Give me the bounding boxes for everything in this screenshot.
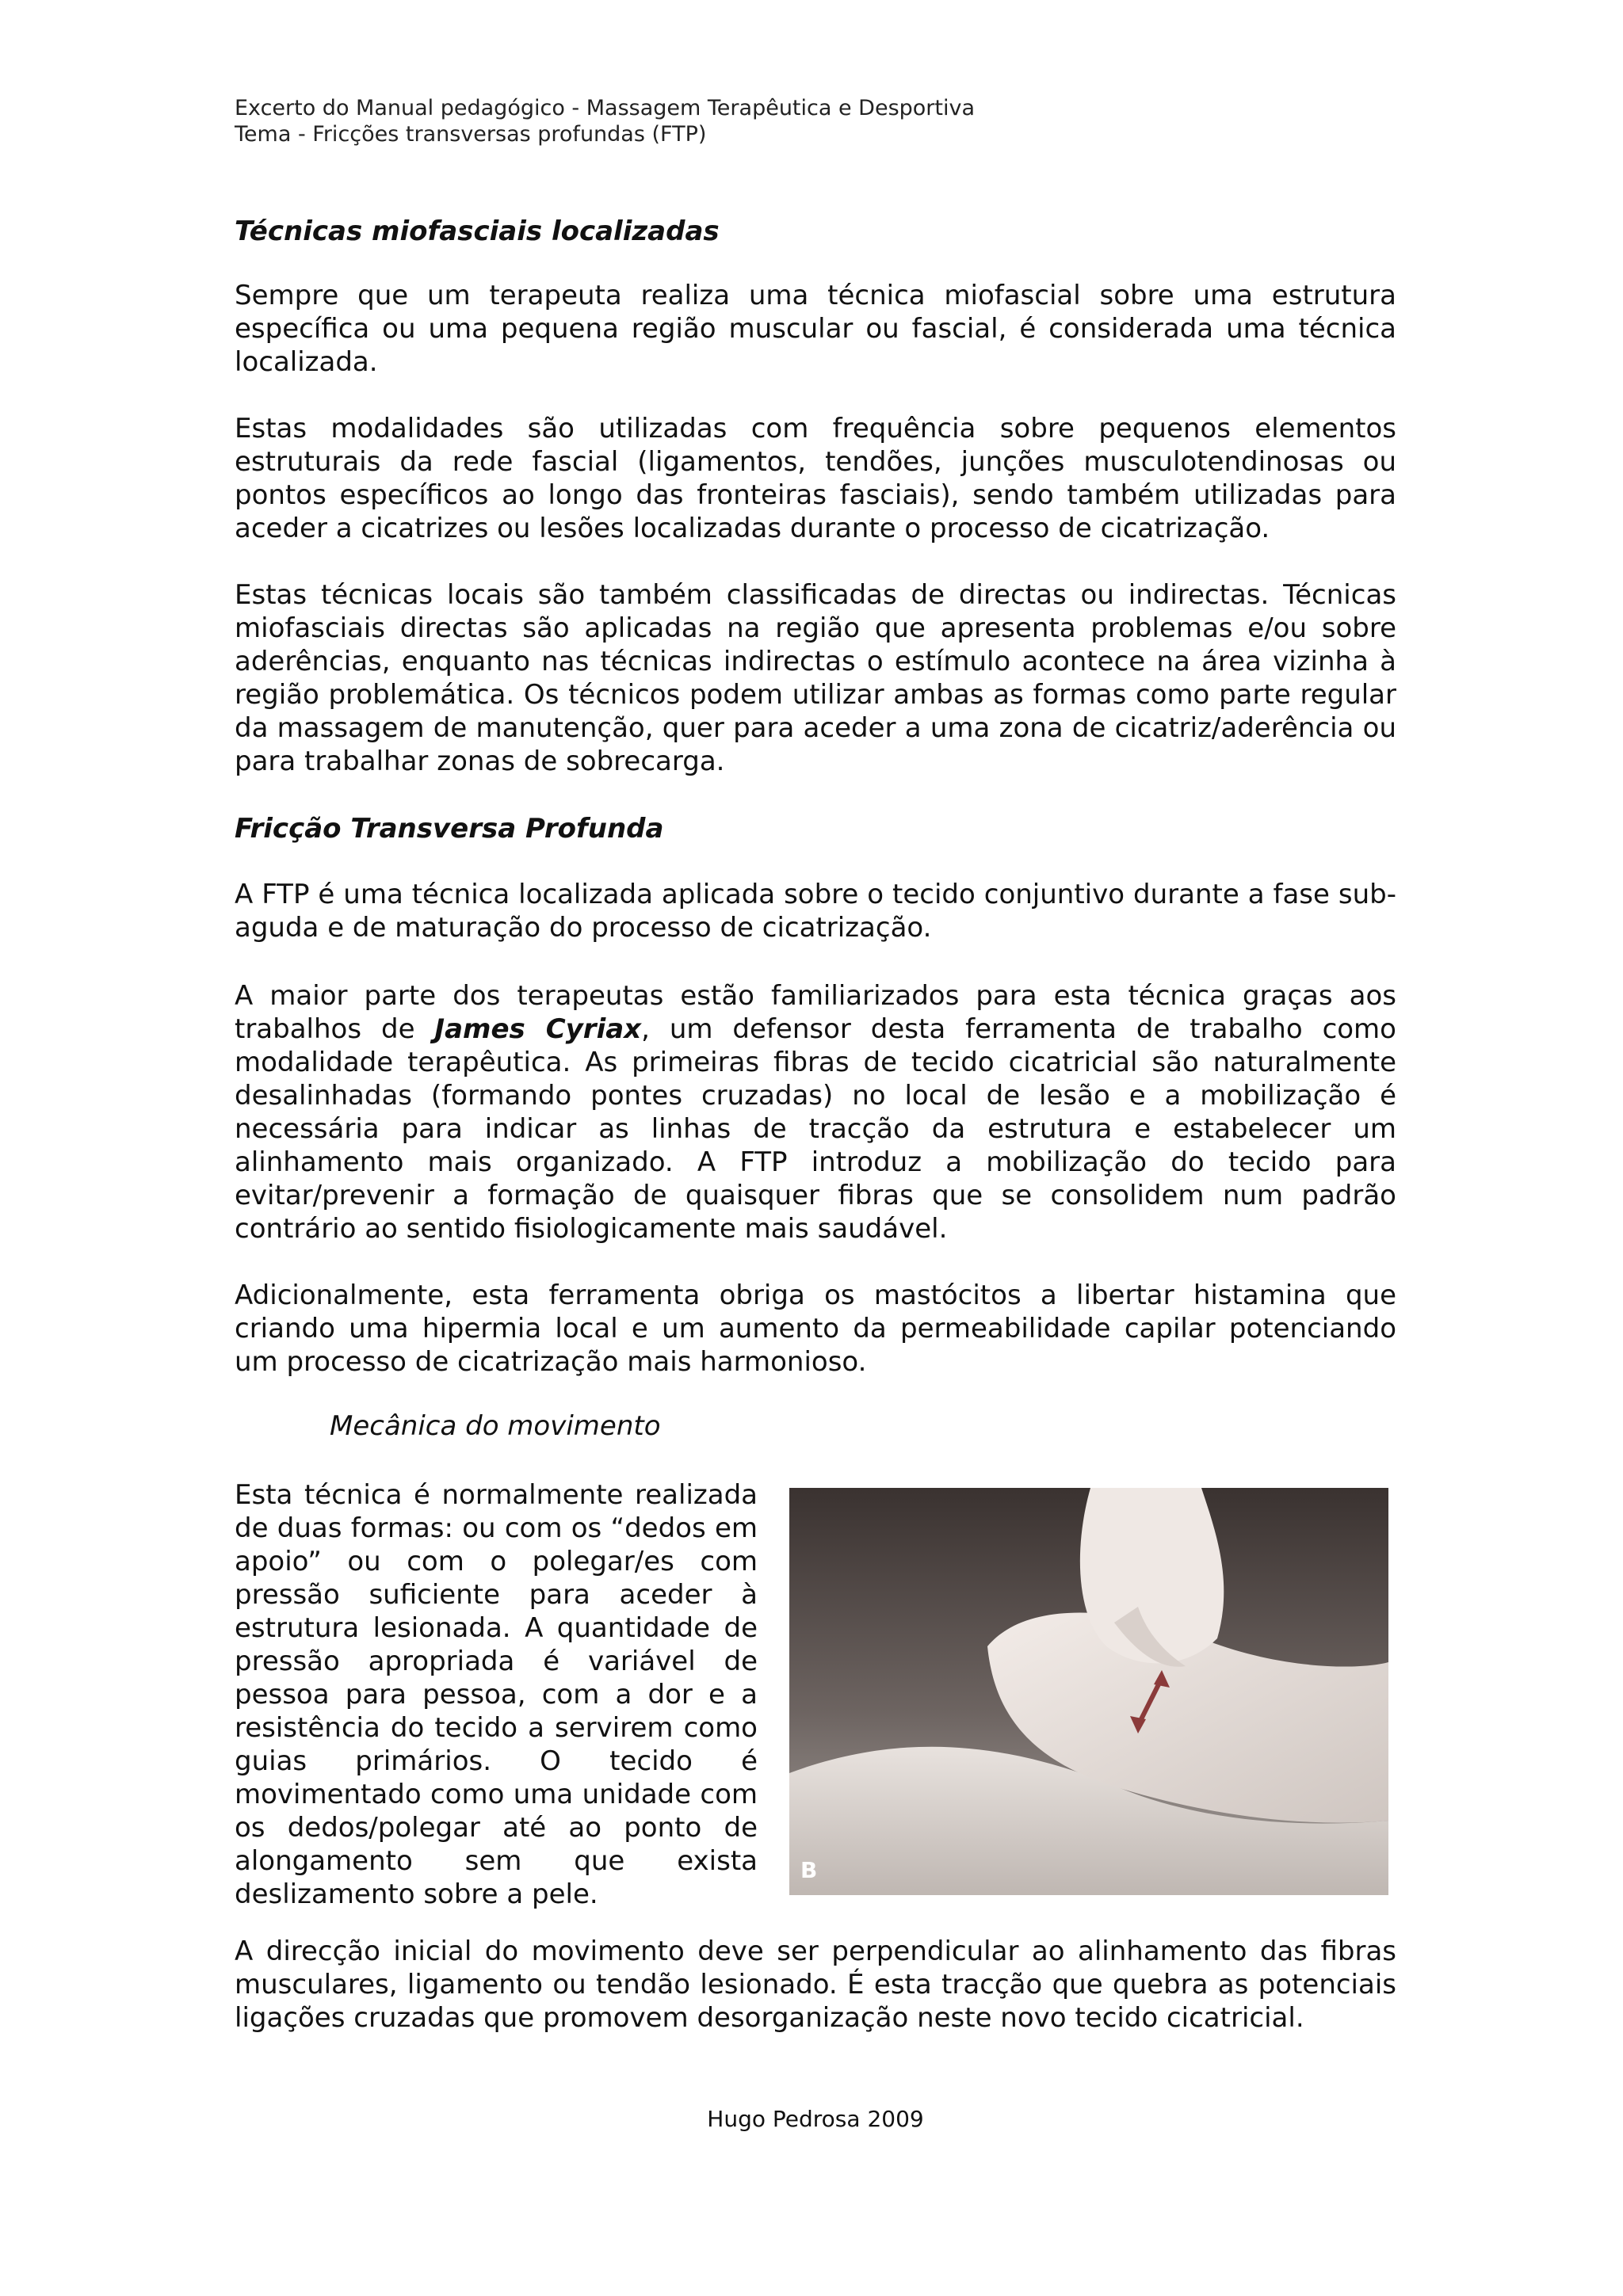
paragraph-8: A direcção inicial do movimento deve ser perpendicular ao alinhamento das fibras musculares, ligamento ou tendão lesionado. É esta tracção que quebra as potenciais ligações cruzadas que promovem desorganização neste novo tecido cicatricial. <box>235 1936 1396 2034</box>
page-footer: Hugo Pedrosa 2009 <box>707 2106 924 2132</box>
author-name: James Cyriax <box>434 1013 642 1045</box>
paragraph-6: Adicionalmente, esta ferramenta obriga os mastócitos a libertar histamina que criando uma hipermia local e um aumento da permeabilidade capilar potenciando um processo de cicatrização mais harmonioso. <box>235 1280 1396 1378</box>
header-line-2: Tema - Fricções transversas profundas (FTP) <box>235 122 707 147</box>
paragraph-5-end: , um defensor desta ferramenta de trabalho como modalidade terapêutica. As primeiras fibras de tecido cicatricial são naturalmente desalinhadas (formando pontes cruzadas) no local de lesão e a mobilização é necessária para indicar as linhas de tracção da estrutura e estabelecer um alinhamento mais organizado. A FTP introduz a mobilização do tecido para evitar/prevenir a formação de quaisquer fibras que se consolidem num padrão contrário ao sentido fisiologicamente mais saudável. <box>235 1013 1396 1245</box>
paragraph-2: Estas modalidades são utilizadas com frequência sobre pequenos elementos estruturais da rede fascial (ligamentos, tendões, junções musculotendinosas ou pontos específicos ao longo das fronteiras fasciais), sendo também utilizadas para aceder a cicatrizes ou lesões localizadas durante o processo de cicatrização. <box>235 413 1396 544</box>
subsection-title: Mecânica do movimento <box>330 1410 661 1442</box>
paragraph-4: A FTP é uma técnica localizada aplicada sobre o tecido conjuntivo durante a fase sub-aguda e de maturação do processo de cicatrização. <box>235 879 1396 944</box>
photo-illustration <box>789 1488 1388 1895</box>
massage-photo <box>789 1488 1388 1895</box>
paragraph-1: Sempre que um terapeuta realiza uma técnica miofascial sobre uma estrutura específica ou uma pequena região muscular ou fascial, é considerada uma técnica localizada. <box>235 280 1396 378</box>
page-header <box>235 95 975 147</box>
header-line-1: Excerto do Manual pedagógico - Massagem Terapêutica e Desportiva <box>235 96 976 120</box>
section-title-ftp: Fricção Transversa Profunda <box>235 813 664 845</box>
paragraph-7: Esta técnica é normalmente realizada de duas formas: ou com os “dedos em apoio” ou com o polegar/es com pressão suficiente para aceder à estrutura lesionada. A quantidade de pressão apropriada é variável de pessoa para pessoa, com a dor e a resistência do tecido a servirem como guias primários. O tecido é movimentado como uma unidade com os dedos/polegar até ao ponto de alongamento sem que exista deslizamento sobre a pele. <box>235 1479 758 1910</box>
paragraph-3: Estas técnicas locais são também classificadas de directas ou indirectas. Técnicas miofasciais directas são aplicadas na região que apresenta problemas e/ou sobre aderências, enquanto nas técnicas indirectas o estímulo acontece na área vizinha à região problemática. Os técnicos podem utilizar ambas as formas como parte regular da massagem de manutenção, quer para aceder a uma zona de cicatriz/aderência ou para trabalhar zonas de sobrecarga. <box>235 579 1396 777</box>
paragraph-5 <box>235 979 1396 1245</box>
figure-label: B <box>800 1857 818 1883</box>
paragraph-5-start: A maior parte dos terapeutas estão familiarizados para esta técnica graças aos trabalhos de <box>235 980 1396 1045</box>
section-title-tecnicas: Técnicas miofasciais localizadas <box>235 215 720 247</box>
